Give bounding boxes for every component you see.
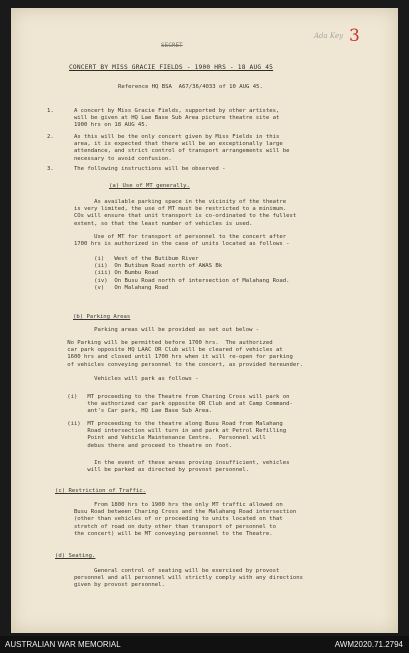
archive-footer	[0, 636, 409, 653]
red-page-number: 3	[349, 26, 360, 46]
paragraph-3: 3. The following instructions will be observed -	[47, 166, 226, 172]
subheading-b: (b) Parking Areas	[73, 314, 131, 320]
paragraph-1: 1. A concert by Miss Gracie Fields, supported by other artistes, will be given at HQ Lae Base Sub Area picture theatre site at 1900 hrs on 18 AUG 45.	[47, 108, 280, 129]
paragraph-2: 2. As this will be the only concert given by Miss Fields in this area, it is expected that there will be an exceptionally large attendance, and strict control of transport arrangements will be necessary to avoid confusion.	[47, 134, 290, 162]
unit-locations-list: (i) West of the Butibum River (ii) On Butibum Road north of AWAS Bk (iii) On Bumbu Road (iv) On Busu Road north of intersection of Malahang Road. (v) On Malahang Road	[94, 256, 290, 291]
footer-accession-number: AWM2020.71.2794	[334, 640, 403, 649]
struck-header: SECRET	[161, 42, 183, 49]
paragraph-mt-general: As available parking space in the vicinity of the theatre is very limited, the use of MT must be restricted to a minimum. COs will ensure that unit transport is co-ordinated to the fullest extent, so that the least number of vehicles is used.	[73, 199, 297, 227]
document-page	[11, 8, 398, 633]
footer-institution: AUSTRALIAN WAR MEMORIAL	[5, 640, 121, 649]
paragraph-parking-intro: Parking areas will be provided as set out below -	[47, 327, 260, 333]
paragraph-mt-authorized: Use of MT for transport of personnel to the concert after 1700 hrs is authorized in the case of units located as follows -	[73, 234, 290, 248]
paragraph-vehicles-park: Vehicles will park as follows -	[47, 376, 199, 382]
subheading-c: (c) Restriction of Traffic.	[55, 488, 146, 494]
paragraph-seating: General control of seating will be exercised by provost personnel and all personnel will strictly comply with any directions given by provost personnel.	[73, 568, 303, 589]
document-title: CONCERT BY MISS GRACIE FIELDS - 1900 HRS - 18 AUG 45	[69, 64, 274, 71]
paragraph-traffic: From 1800 hrs to 1900 hrs the only MT traffic allowed on Busu Road between Charing Cross and the Malahang Road intersection (other than vehicles of or proceeding to units located on that stretch of road on duty other than transport of personnel to the concert) will be MT conveying personnel to the Theatre.	[73, 502, 297, 537]
parking-item-ii: (ii) MT proceeding to the theatre along Busu Road from Malahang Road intersection will turn in and park at Petrol Refilling Point and Vehicle Maintenance Centre. Personnel will debus there and proceed to theatre on foot.	[67, 421, 287, 449]
subheading-a: (a) Use of MT generally.	[109, 183, 190, 189]
parking-item-i: (i) MT proceeding to the Theatre from Charing Cross will park on the authorized car park opposite OR Club and at Camp Command- ant's Car park, HQ Lae Base Sub Area.	[67, 394, 293, 415]
reference-line: Reference HQ BSA A67/36/4033 of 10 AUG 45.	[118, 84, 263, 90]
pencil-annotation: Ada Key	[314, 32, 344, 40]
subheading-d: (d) Seating.	[55, 553, 96, 559]
paragraph-insufficient: In the event of these areas proving insufficient, vehicles will be parked as directed by provost personnel.	[87, 460, 290, 474]
paragraph-no-parking: No Parking will be permitted before 1700 hrs. The authorized car park opposite HQ LAAC OR Club will be cleared of vehicles at 1600 hrs and closed until 1700 hrs when it will re-open for parking of vehicles conveying personnel to the concert, as provided hereunder.	[67, 340, 303, 368]
